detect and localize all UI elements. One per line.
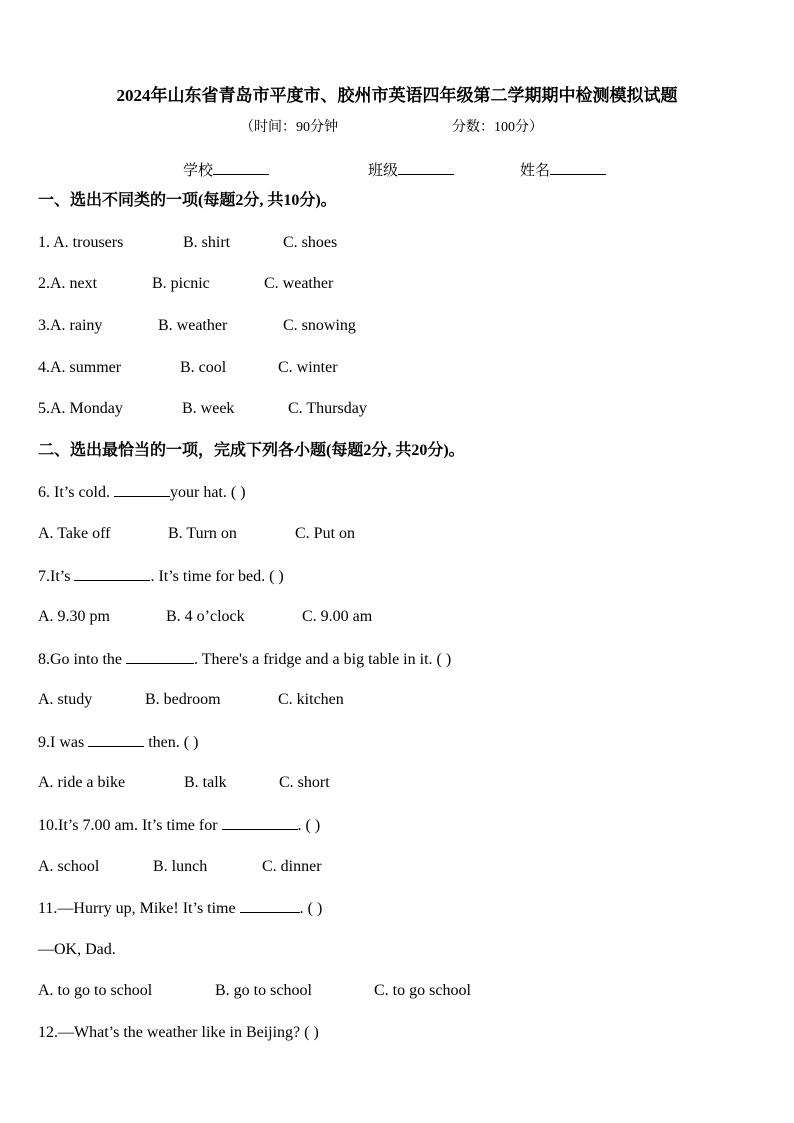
question-number: 3. xyxy=(38,317,50,334)
option-c: C. shoes xyxy=(283,234,338,251)
option-b: B. Turn on xyxy=(168,525,237,542)
option-b: B. week xyxy=(182,400,235,417)
class-label: 班级 xyxy=(368,163,399,179)
stem-text: . ( ) xyxy=(299,900,323,917)
option-c: C. to go school xyxy=(374,982,471,999)
stem-text: 6. It’s cold. xyxy=(38,484,114,501)
name-blank[interactable] xyxy=(550,160,606,175)
class-blank[interactable] xyxy=(398,160,454,175)
option-a: A. to go to school xyxy=(38,982,153,999)
stem-text: 10.It’s 7.00 am. It’s time for xyxy=(38,817,222,834)
stem-text: then. ( ) xyxy=(144,734,199,751)
option-a: A. study xyxy=(38,691,93,708)
question-number: 4. xyxy=(38,359,50,376)
question-10-stem xyxy=(38,815,320,836)
option-c: C. 9.00 am xyxy=(302,608,373,625)
exam-score: 分数：100分） xyxy=(452,120,543,135)
stem-text: . It’s time for bed. ( ) xyxy=(150,568,284,585)
option-c: C. dinner xyxy=(262,858,322,875)
stem-text: 8.Go into the xyxy=(38,651,126,668)
school-field xyxy=(183,160,269,181)
stem-text: . There's a fridge and a big table in it. ( ) xyxy=(194,651,452,668)
name-label: 姓名 xyxy=(520,163,551,179)
option-b: B. go to school xyxy=(215,982,312,999)
school-label: 学校 xyxy=(183,163,214,179)
answer-blank[interactable] xyxy=(88,732,144,747)
stem-text: . ( ) xyxy=(297,817,321,834)
option-a: A. 9.30 pm xyxy=(38,608,110,625)
option-a: A. next xyxy=(50,275,98,292)
question-number: 2. xyxy=(38,275,50,292)
question-11-stem xyxy=(38,898,322,919)
stem-text: 9.I was xyxy=(38,734,89,751)
name-field xyxy=(520,160,606,181)
option-b: B. lunch xyxy=(153,858,208,875)
section2-heading: 二、选出最恰当的一项，完成下列各小题(每题2分, 共20分)。 xyxy=(38,442,465,459)
option-a: A. summer xyxy=(50,359,122,376)
option-b: B. picnic xyxy=(152,275,210,292)
question-number: 5. xyxy=(38,400,50,417)
option-a: A. ride a bike xyxy=(38,774,126,791)
option-c: C. Put on xyxy=(295,525,356,542)
option-a: A. Monday xyxy=(50,400,123,417)
answer-blank[interactable] xyxy=(240,898,300,913)
option-a: A. school xyxy=(38,858,100,875)
class-field xyxy=(368,160,454,181)
option-b: B. shirt xyxy=(183,234,231,251)
option-a: A. rainy xyxy=(50,317,103,334)
option-a: A. Take off xyxy=(38,525,111,542)
question-11-reply: —OK, Dad. xyxy=(38,941,116,958)
answer-blank[interactable] xyxy=(74,566,150,581)
question-6-stem xyxy=(38,482,246,503)
option-b: B. bedroom xyxy=(145,691,221,708)
option-c: C. weather xyxy=(264,275,334,292)
page-title: 2024年山东省青岛市平度市、胶州市英语四年级第二学期期中检测模拟试题 xyxy=(116,86,678,105)
question-7-stem xyxy=(38,566,284,587)
option-c: C. winter xyxy=(278,359,338,376)
question-12-stem: 12.—What’s the weather like in Beijing? ( ) xyxy=(38,1024,319,1041)
answer-blank[interactable] xyxy=(126,649,194,664)
option-c: C. short xyxy=(279,774,330,791)
option-b: B. talk xyxy=(184,774,227,791)
stem-text: your hat. ( ) xyxy=(170,484,246,501)
answer-blank[interactable] xyxy=(222,815,298,830)
question-number: 1. xyxy=(38,234,54,251)
option-b: B. 4 o’clock xyxy=(166,608,245,625)
option-c: C. Thursday xyxy=(288,400,367,417)
option-c: C. snowing xyxy=(283,317,356,334)
option-b: B. weather xyxy=(158,317,228,334)
stem-text: 7.It’s xyxy=(38,568,75,585)
option-a: A. trousers xyxy=(53,234,124,251)
school-blank[interactable] xyxy=(213,160,269,175)
question-8-stem xyxy=(38,649,451,670)
stem-text: 11.—Hurry up, Mike! It’s time xyxy=(38,900,240,917)
exam-time: （时间：90分钟 xyxy=(240,120,338,135)
question-9-stem xyxy=(38,732,198,753)
option-c: C. kitchen xyxy=(278,691,344,708)
answer-blank[interactable] xyxy=(114,482,170,497)
option-b: B. cool xyxy=(180,359,227,376)
section1-heading: 一、选出不同类的一项(每题2分, 共10分)。 xyxy=(38,192,337,209)
